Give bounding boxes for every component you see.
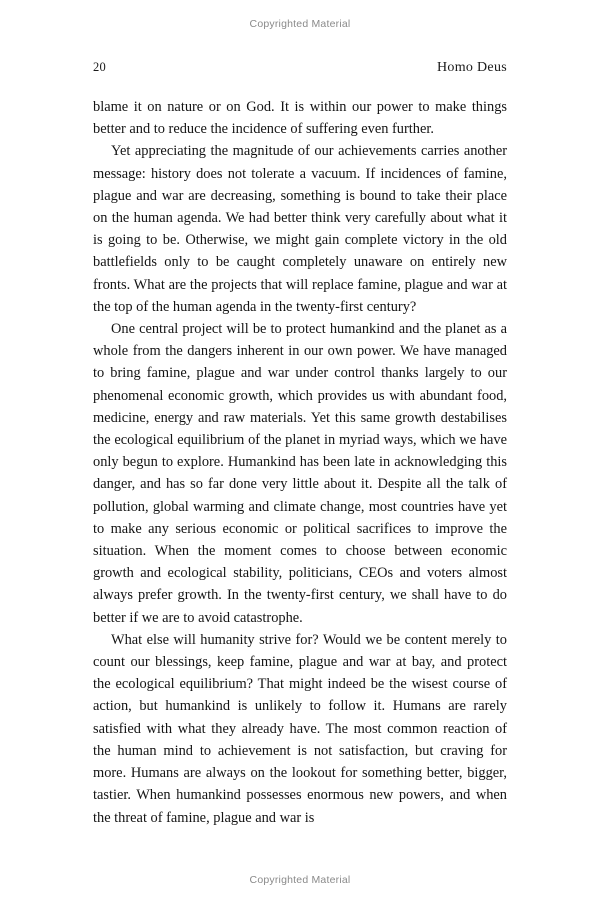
page-number: 20 <box>93 60 107 74</box>
body-text <box>93 96 507 829</box>
paragraph-3: One central project will be to protect humankind and the planet as a whole from the dangers inherent in our own power. We have managed to bring famine, plague and war under control thanks largely to our phenomenal economic growth, which provides us with abundant food, medicine, energy and raw materials. Yet this same growth destabilises the ecological equilibrium of the planet in myriad ways, which we have only begun to explore. Humankind has been late in acknowledging this danger, and has so far done very little about it. Despite all the talk of pollution, global warming and climate change, most countries have yet to make any serious economic or political sacrifices to improve the situation. When the moment comes to choose between economic growth and ecological stability, politicians, CEOs and voters almost always prefer growth. In the twenty-first century, we shall have to do better if we are to avoid catastrophe. <box>93 321 507 626</box>
paragraph-2: Yet appreciating the magnitude of our achievements carries another message: history does not tolerate a vacuum. If incidences of famine, plague and war are decreasing, something is bound to take their place on the human agenda. We had better think very carefully about what it is going to be. Otherwise, we might gain complete victory in the old battlefields only to be caught completely unaware on entirely new fronts. What are the projects that will replace famine, plague and war at the top of the human agenda in the twenty-first century? <box>93 143 507 315</box>
copyright-watermark-bottom: Copyrighted Material <box>249 874 351 886</box>
running-head <box>93 60 507 76</box>
paragraph-1: blame it on nature or on God. It is within our power to make things better and to reduce the incidence of suffering even further. <box>93 99 507 138</box>
copyright-watermark-top: Copyrighted Material <box>249 18 351 30</box>
book-title: Homo Deus <box>437 60 507 75</box>
paragraph-4: What else will humanity strive for? Would we be content merely to count our blessings, keep famine, plague and war at bay, and protect the ecological equilibrium? That might indeed be the wisest course of action, but humankind is unlikely to follow it. Humans are rarely satisfied with what they already have. The most common reaction of the human mind to achievement is not satisfaction, but craving for more. Humans are always on the lookout for something better, bigger, tastier. When humankind possesses enormous new powers, and when the threat of famine, plague and war is <box>93 631 507 826</box>
